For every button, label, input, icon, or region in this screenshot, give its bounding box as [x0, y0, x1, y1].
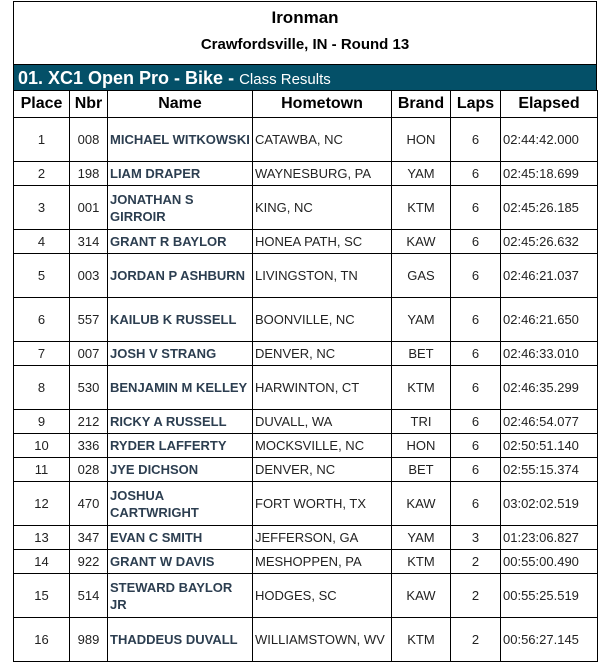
name-cell: RYDER LAFFERTY [108, 434, 253, 458]
brand-cell: KTM [392, 550, 451, 574]
home-cell: DUVALL, WA [253, 410, 392, 434]
table-row [14, 366, 598, 410]
home-cell: DENVER, NC [253, 458, 392, 482]
nbr-cell: 557 [70, 298, 108, 342]
brand-cell: KAW [392, 230, 451, 254]
laps-cell: 2 [451, 550, 501, 574]
elapsed-cell: 00:55:25.519 [501, 574, 598, 618]
event-header [13, 1, 597, 64]
place-cell: 3 [14, 186, 70, 230]
table-row [14, 118, 598, 162]
elapsed-cell: 00:55:00.490 [501, 550, 598, 574]
name-cell: BENJAMIN M KELLEY [108, 366, 253, 410]
brand-cell: KTM [392, 366, 451, 410]
column-header-name: Name [108, 91, 253, 118]
home-cell: LIVINGSTON, TN [253, 254, 392, 298]
event-subtitle: Crawfordsville, IN - Round 13 [200, 36, 410, 53]
home-cell: MESHOPPEN, PA [253, 550, 392, 574]
column-header-elapsed: Elapsed [501, 91, 598, 118]
nbr-cell: 336 [70, 434, 108, 458]
table-row [14, 342, 598, 366]
laps-cell: 6 [451, 186, 501, 230]
name-cell: JORDAN P ASHBURN [108, 254, 253, 298]
home-cell: WAYNESBURG, PA [253, 162, 392, 186]
elapsed-cell: 02:55:15.374 [501, 458, 598, 482]
place-cell: 9 [14, 410, 70, 434]
home-cell: WILLIAMSTOWN, WV [253, 618, 392, 662]
name-cell: THADDEUS DUVALL [108, 618, 253, 662]
brand-cell: TRI [392, 410, 451, 434]
elapsed-cell: 02:46:21.650 [501, 298, 598, 342]
place-cell: 15 [14, 574, 70, 618]
elapsed-cell: 02:45:26.632 [501, 230, 598, 254]
name-cell: JONATHAN S GIRROIR [108, 186, 253, 230]
laps-cell: 6 [451, 254, 501, 298]
nbr-cell: 922 [70, 550, 108, 574]
elapsed-cell: 02:50:51.140 [501, 434, 598, 458]
elapsed-cell: 02:46:35.299 [501, 366, 598, 410]
name-cell: KAILUB K RUSSELL [108, 298, 253, 342]
table-row [14, 410, 598, 434]
home-cell: MOCKSVILLE, NC [253, 434, 392, 458]
nbr-cell: 347 [70, 526, 108, 550]
laps-cell: 2 [451, 574, 501, 618]
event-title: Ironman [271, 8, 339, 27]
laps-cell: 3 [451, 526, 501, 550]
elapsed-cell: 03:02:02.519 [501, 482, 598, 526]
home-cell: JEFFERSON, GA [253, 526, 392, 550]
elapsed-cell: 02:46:21.037 [501, 254, 598, 298]
name-cell: GRANT R BAYLOR [108, 230, 253, 254]
name-cell: JYE DICHSON [108, 458, 253, 482]
place-cell: 10 [14, 434, 70, 458]
home-cell: HODGES, SC [253, 574, 392, 618]
name-cell: RICKY A RUSSELL [108, 410, 253, 434]
nbr-cell: 198 [70, 162, 108, 186]
laps-cell: 6 [451, 118, 501, 162]
table-row [14, 254, 598, 298]
column-header-place: Place [14, 91, 70, 118]
name-cell: LIAM DRAPER [108, 162, 253, 186]
place-cell: 7 [14, 342, 70, 366]
place-cell: 11 [14, 458, 70, 482]
nbr-cell: 989 [70, 618, 108, 662]
brand-cell: KTM [392, 186, 451, 230]
place-cell: 1 [14, 118, 70, 162]
laps-cell: 6 [451, 342, 501, 366]
nbr-cell: 470 [70, 482, 108, 526]
elapsed-cell: 01:23:06.827 [501, 526, 598, 550]
brand-cell: HON [392, 118, 451, 162]
place-cell: 2 [14, 162, 70, 186]
place-cell: 8 [14, 366, 70, 410]
elapsed-cell: 02:44:42.000 [501, 118, 598, 162]
home-cell: KING, NC [253, 186, 392, 230]
header-row [14, 91, 598, 118]
column-header-brand: Brand [392, 91, 451, 118]
place-cell: 5 [14, 254, 70, 298]
place-cell: 12 [14, 482, 70, 526]
name-cell: JOSHUA CARTWRIGHT [108, 482, 253, 526]
laps-cell: 6 [451, 230, 501, 254]
class-header [13, 64, 597, 90]
class-name: 01. XC1 Open Pro - Bike - [18, 68, 240, 88]
nbr-cell: 514 [70, 574, 108, 618]
elapsed-cell: 02:46:33.010 [501, 342, 598, 366]
table-row [14, 526, 598, 550]
nbr-cell: 314 [70, 230, 108, 254]
results-table [13, 90, 598, 662]
column-header-laps: Laps [451, 91, 501, 118]
place-cell: 13 [14, 526, 70, 550]
nbr-cell: 007 [70, 342, 108, 366]
name-cell: JOSH V STRANG [108, 342, 253, 366]
elapsed-cell: 02:46:54.077 [501, 410, 598, 434]
laps-cell: 6 [451, 434, 501, 458]
table-row [14, 162, 598, 186]
laps-cell: 6 [451, 366, 501, 410]
table-row [14, 618, 598, 662]
brand-cell: HON [392, 434, 451, 458]
class-suffix: Class Results [239, 71, 331, 88]
results-page [13, 1, 597, 662]
column-header-hometown: Hometown [253, 91, 392, 118]
nbr-cell: 212 [70, 410, 108, 434]
brand-cell: YAM [392, 162, 451, 186]
name-cell: STEWARD BAYLOR JR [108, 574, 253, 618]
name-cell: EVAN C SMITH [108, 526, 253, 550]
table-row [14, 434, 598, 458]
laps-cell: 6 [451, 410, 501, 434]
table-row [14, 482, 598, 526]
nbr-cell: 001 [70, 186, 108, 230]
column-header-nbr: Nbr [70, 91, 108, 118]
table-row [14, 458, 598, 482]
home-cell: BOONVILLE, NC [253, 298, 392, 342]
home-cell: FORT WORTH, TX [253, 482, 392, 526]
home-cell: HARWINTON, CT [253, 366, 392, 410]
table-row [14, 298, 598, 342]
table-row [14, 550, 598, 574]
brand-cell: GAS [392, 254, 451, 298]
nbr-cell: 008 [70, 118, 108, 162]
brand-cell: BET [392, 342, 451, 366]
laps-cell: 6 [451, 482, 501, 526]
elapsed-cell: 00:56:27.145 [501, 618, 598, 662]
laps-cell: 6 [451, 298, 501, 342]
home-cell: DENVER, NC [253, 342, 392, 366]
brand-cell: KTM [392, 618, 451, 662]
brand-cell: KAW [392, 482, 451, 526]
elapsed-cell: 02:45:26.185 [501, 186, 598, 230]
home-cell: HONEA PATH, SC [253, 230, 392, 254]
table-row [14, 230, 598, 254]
laps-cell: 6 [451, 458, 501, 482]
brand-cell: KAW [392, 574, 451, 618]
brand-cell: YAM [392, 526, 451, 550]
home-cell: CATAWBA, NC [253, 118, 392, 162]
name-cell: MICHAEL WITKOWSKI [108, 118, 253, 162]
elapsed-cell: 02:45:18.699 [501, 162, 598, 186]
place-cell: 14 [14, 550, 70, 574]
laps-cell: 6 [451, 162, 501, 186]
brand-cell: YAM [392, 298, 451, 342]
nbr-cell: 530 [70, 366, 108, 410]
name-cell: GRANT W DAVIS [108, 550, 253, 574]
nbr-cell: 003 [70, 254, 108, 298]
brand-cell: BET [392, 458, 451, 482]
place-cell: 6 [14, 298, 70, 342]
table-row [14, 574, 598, 618]
table-row [14, 186, 598, 230]
laps-cell: 2 [451, 618, 501, 662]
place-cell: 4 [14, 230, 70, 254]
nbr-cell: 028 [70, 458, 108, 482]
place-cell: 16 [14, 618, 70, 662]
